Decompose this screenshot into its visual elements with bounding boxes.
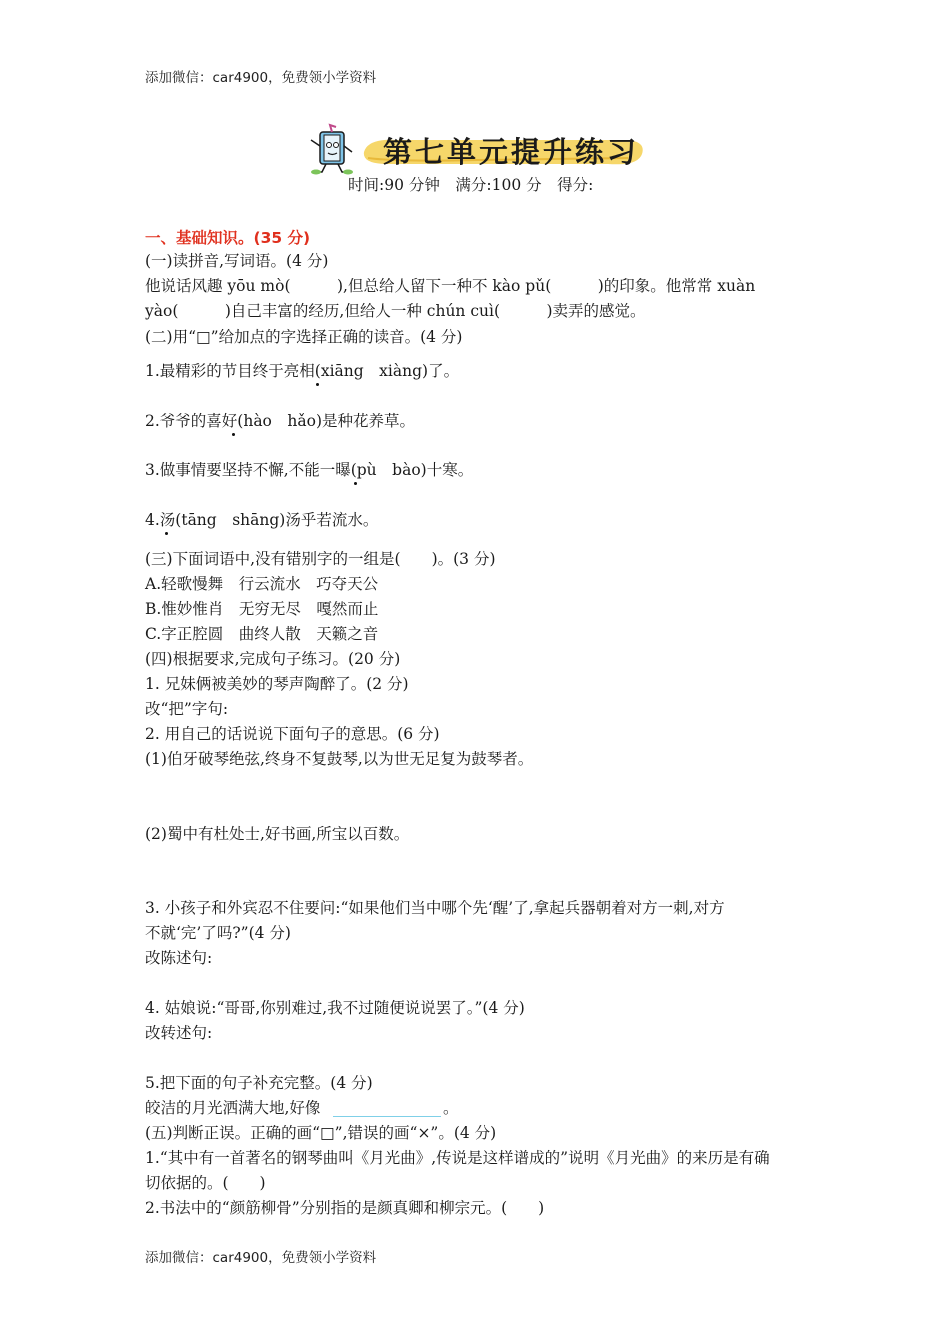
book-mascot-icon <box>306 122 358 176</box>
part5-heading: (五)判断正误。正确的画“□”,错误的画“×”。(4 分) <box>145 1124 497 1142</box>
part4-q4-hint: 改转述句: <box>145 1024 213 1042</box>
part4-q4: 4. 姑娘说:“哥哥,你别难过,我不过随便说说罢了。”(4 分) <box>145 999 525 1017</box>
emphasis-dot <box>316 383 319 386</box>
part4-q1: 1. 兄妹俩被美妙的琴声陶醉了。(2 分) <box>145 675 409 693</box>
part4-q3-line-2: 不就‘完’了吗?”(4 分) <box>145 924 291 942</box>
part2-item-4: 4.汤(tāng shāng)汤乎若流水。 <box>145 511 379 529</box>
part3-option-c: C.字正腔圆 曲终人散 天籁之音 <box>145 625 379 643</box>
part1-heading: (一)读拼音,写词语。(4 分) <box>145 252 329 270</box>
part2-heading: (二)用“□”给加点的字选择正确的读音。(4 分) <box>145 328 463 346</box>
part3-option-b: B.惟妙惟肖 无穷无尽 嘎然而止 <box>145 600 379 618</box>
section-heading-basic: 一、基础知识。(35 分) <box>145 229 311 247</box>
part2-item-1: 1.最精彩的节目终于亮相(xiāng xiàng)了。 <box>145 362 460 380</box>
part4-q1-hint: 改“把”字句: <box>145 700 229 718</box>
part4-q3-line-1: 3. 小孩子和外宾忍不住要问:“如果他们当中哪个先‘醒’了,拿起兵器朝着对方一刺,对方 <box>145 899 725 917</box>
answer-blank[interactable] <box>333 1116 441 1117</box>
part4-q2: 2. 用自己的话说说下面句子的意思。(6 分) <box>145 725 440 743</box>
part5-q2: 2.书法中的“颜筋柳骨”分别指的是颜真卿和柳宗元。( ) <box>145 1199 545 1217</box>
part5-q1-line-1: 1.“其中有一首著名的钢琴曲叫《月光曲》,传说是这样谱成的”说明《月光曲》的来历是有确 <box>145 1149 770 1167</box>
watermark-bottom: 添加微信：car4900，免费领小学资料 <box>145 1250 377 1266</box>
part4-q5: 5.把下面的句子补充完整。(4 分) <box>145 1074 373 1092</box>
part3-option-a: A.轻歌慢舞 行云流水 巧夺天公 <box>145 575 379 593</box>
emphasis-dot <box>354 482 357 485</box>
part2-item-3: 3.做事情要坚持不懈,不能一曝(pù bào)十寒。 <box>145 461 474 479</box>
part2-item-2: 2.爷爷的喜好(hào hǎo)是种花养草。 <box>145 412 415 430</box>
emphasis-dot <box>165 532 168 535</box>
part4-q2-sentence-1: (1)伯牙破琴绝弦,终身不复鼓琴,以为世无足复为鼓琴者。 <box>145 750 534 768</box>
page-title: 第七单元提升练习 <box>383 135 640 169</box>
part3-heading: (三)下面词语中,没有错别字的一组是( )。(3 分) <box>145 550 496 568</box>
part4-q5-sentence: 皎洁的月光洒满大地,好像 <box>145 1099 321 1117</box>
part4-heading: (四)根据要求,完成句子练习。(20 分) <box>145 650 401 668</box>
exam-meta: 时间:90 分钟 满分:100 分 得分: <box>348 176 594 194</box>
part5-q1-line-2: 切依据的。( ) <box>145 1174 266 1192</box>
part1-line-1: 他说话风趣 yōu mò( ),但总给人留下一种不 kào pǔ( )的印象。他常常 xuàn <box>145 277 756 295</box>
watermark-top: 添加微信：car4900，免费领小学资料 <box>145 70 377 86</box>
part4-q5-end: 。 <box>443 1099 459 1117</box>
part4-q2-sentence-2: (2)蜀中有杜处士,好书画,所宝以百数。 <box>145 825 410 843</box>
emphasis-dot <box>232 433 235 436</box>
part1-line-2: yào( )自己丰富的经历,但给人一种 chún cuì( )卖弄的感觉。 <box>145 302 646 320</box>
part4-q3-hint: 改陈述句: <box>145 949 213 967</box>
